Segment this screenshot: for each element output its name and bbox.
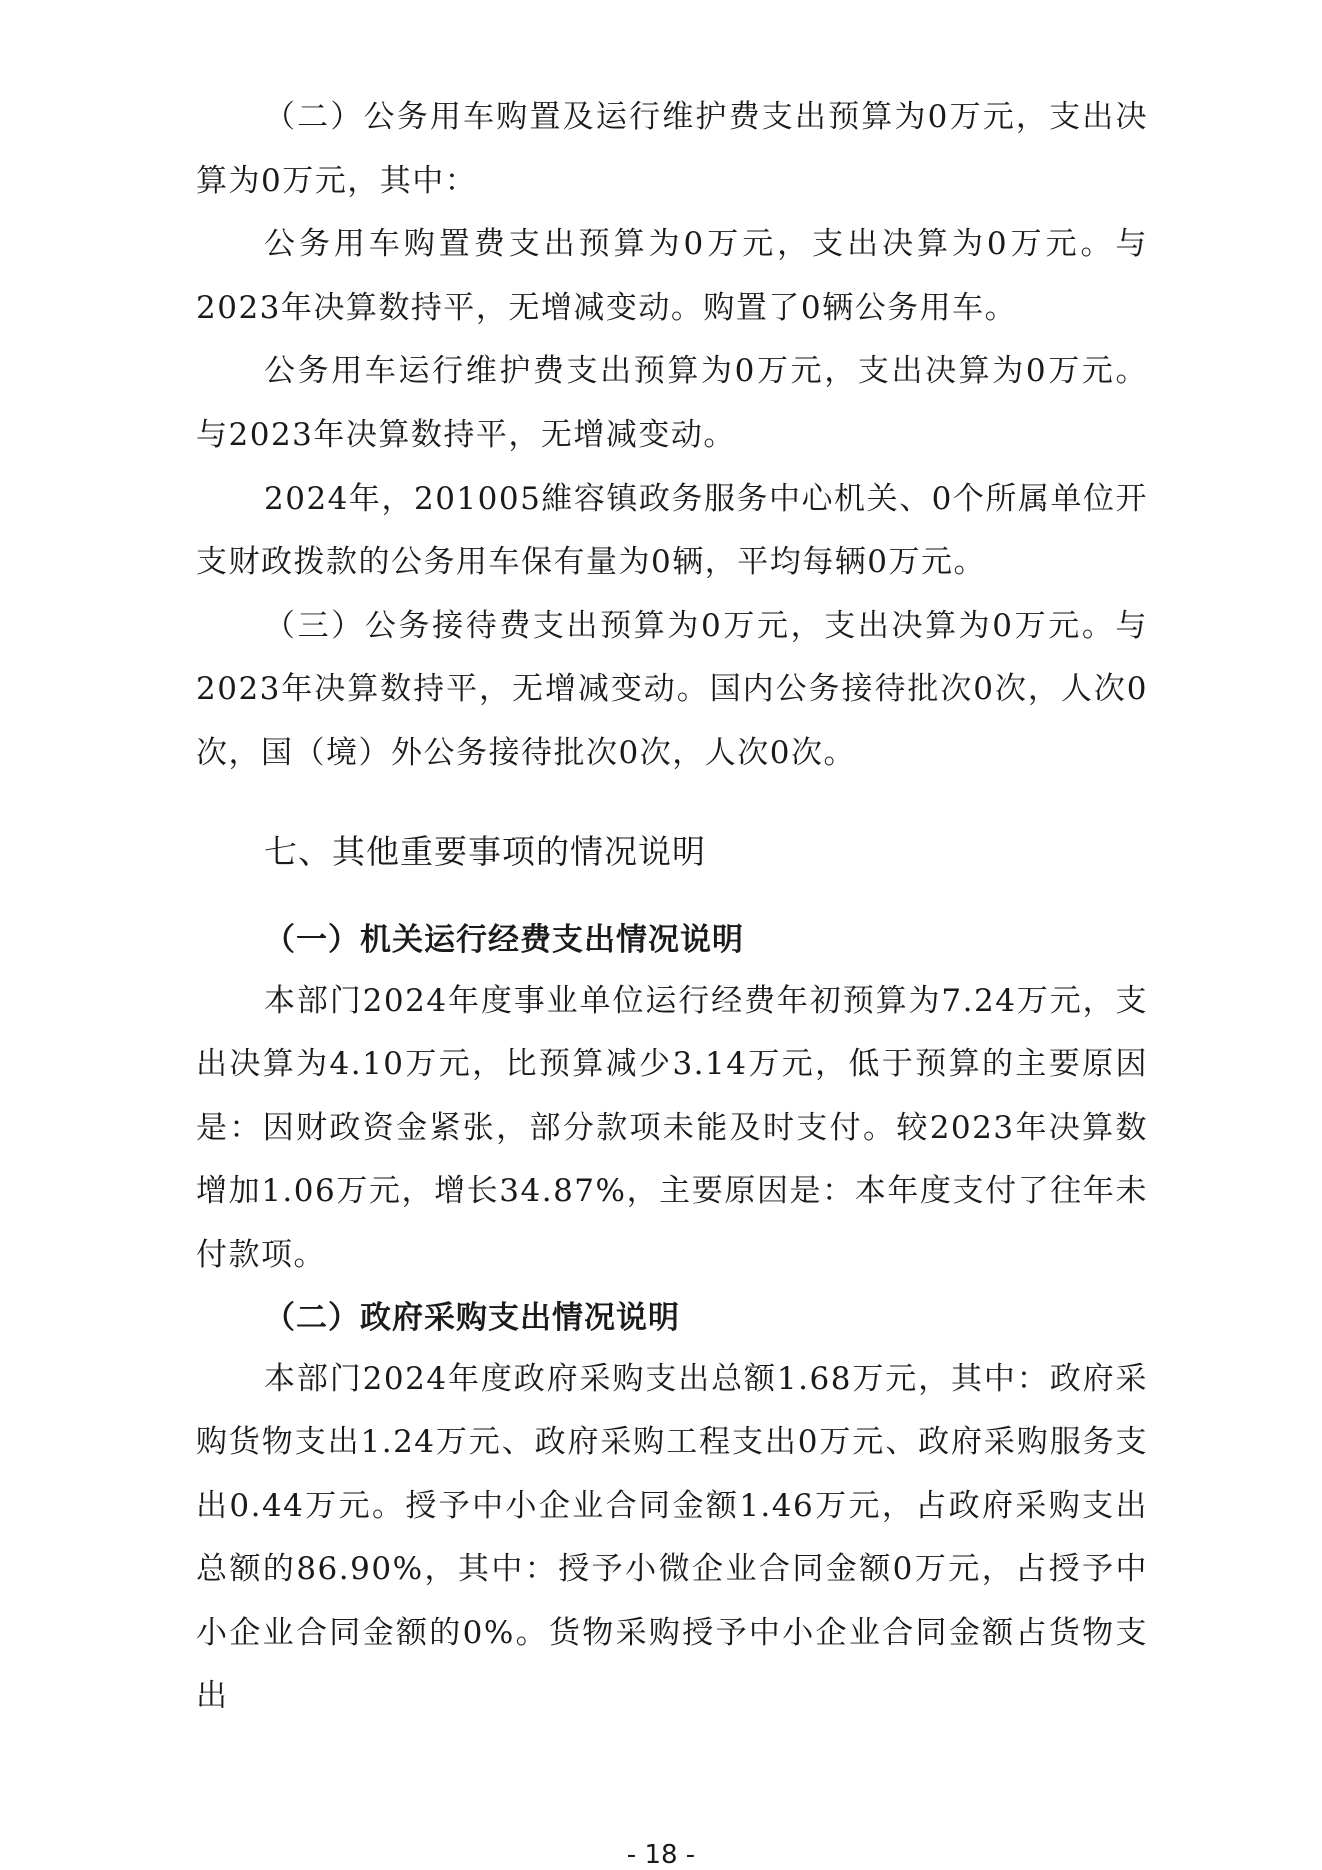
paragraph-operating-expenses: 本部门2024年度事业单位运行经费年初预算为7.24万元，支出决算为4.10万元，比预算减少3.14万元，低于预算的主要原因是：因财政资金紧张，部分款项未能及时支付。较2023年决算数增加1.06万元，增长34.87%，主要原因是：本年度支付了往年未付款项。: [196, 982, 1148, 1273]
subheading-government-procurement: （二）政府采购支出情况说明: [264, 1299, 680, 1336]
paragraph-vehicle-summary: （二）公务用车购置及运行维护费支出预算为0万元，支出决算为0万元，其中：: [196, 99, 1148, 199]
section-heading-other-matters: 七、其他重要事项的情况说明: [264, 831, 706, 871]
paragraph-vehicle-purchase: 公务用车购置费支出预算为0万元，支出决算为0万元。与2023年决算数持平，无增减变动。购置了0辆公务用车。: [196, 226, 1148, 326]
page-number: - 18 -: [626, 1840, 696, 1870]
paragraph-reception-expense: （三）公务接待费支出预算为0万元，支出决算为0万元。与2023年决算数持平，无增减变动。国内公务接待批次0次，人次0次，国（境）外公务接待批次0次，人次0次。: [196, 607, 1148, 771]
paragraph-government-procurement: 本部门2024年度政府采购支出总额1.68万元，其中：政府采购货物支出1.24万元、政府采购工程支出0万元、政府采购服务支出0.44万元。授予中小企业合同金额1.46万元，占政府采购支出总额的86.90%，其中：授予小微企业合同金额0万元，占授予中小企业合同金额的0%。货物采购授予中小企业合同金额占货物支出: [196, 1360, 1148, 1715]
subheading-operating-expenses: （一）机关运行经费支出情况说明: [264, 921, 744, 958]
page-content: [196, 86, 1148, 1729]
paragraph-vehicle-maintenance: 公务用车运行维护费支出预算为0万元，支出决算为0万元。与2023年决算数持平，无增减变动。: [196, 353, 1148, 453]
paragraph-vehicle-holdings: 2024年，201005維容镇政务服务中心机关、0个所属单位开支财政拨款的公务用车保有量为0辆，平均每辆0万元。: [196, 480, 1148, 581]
